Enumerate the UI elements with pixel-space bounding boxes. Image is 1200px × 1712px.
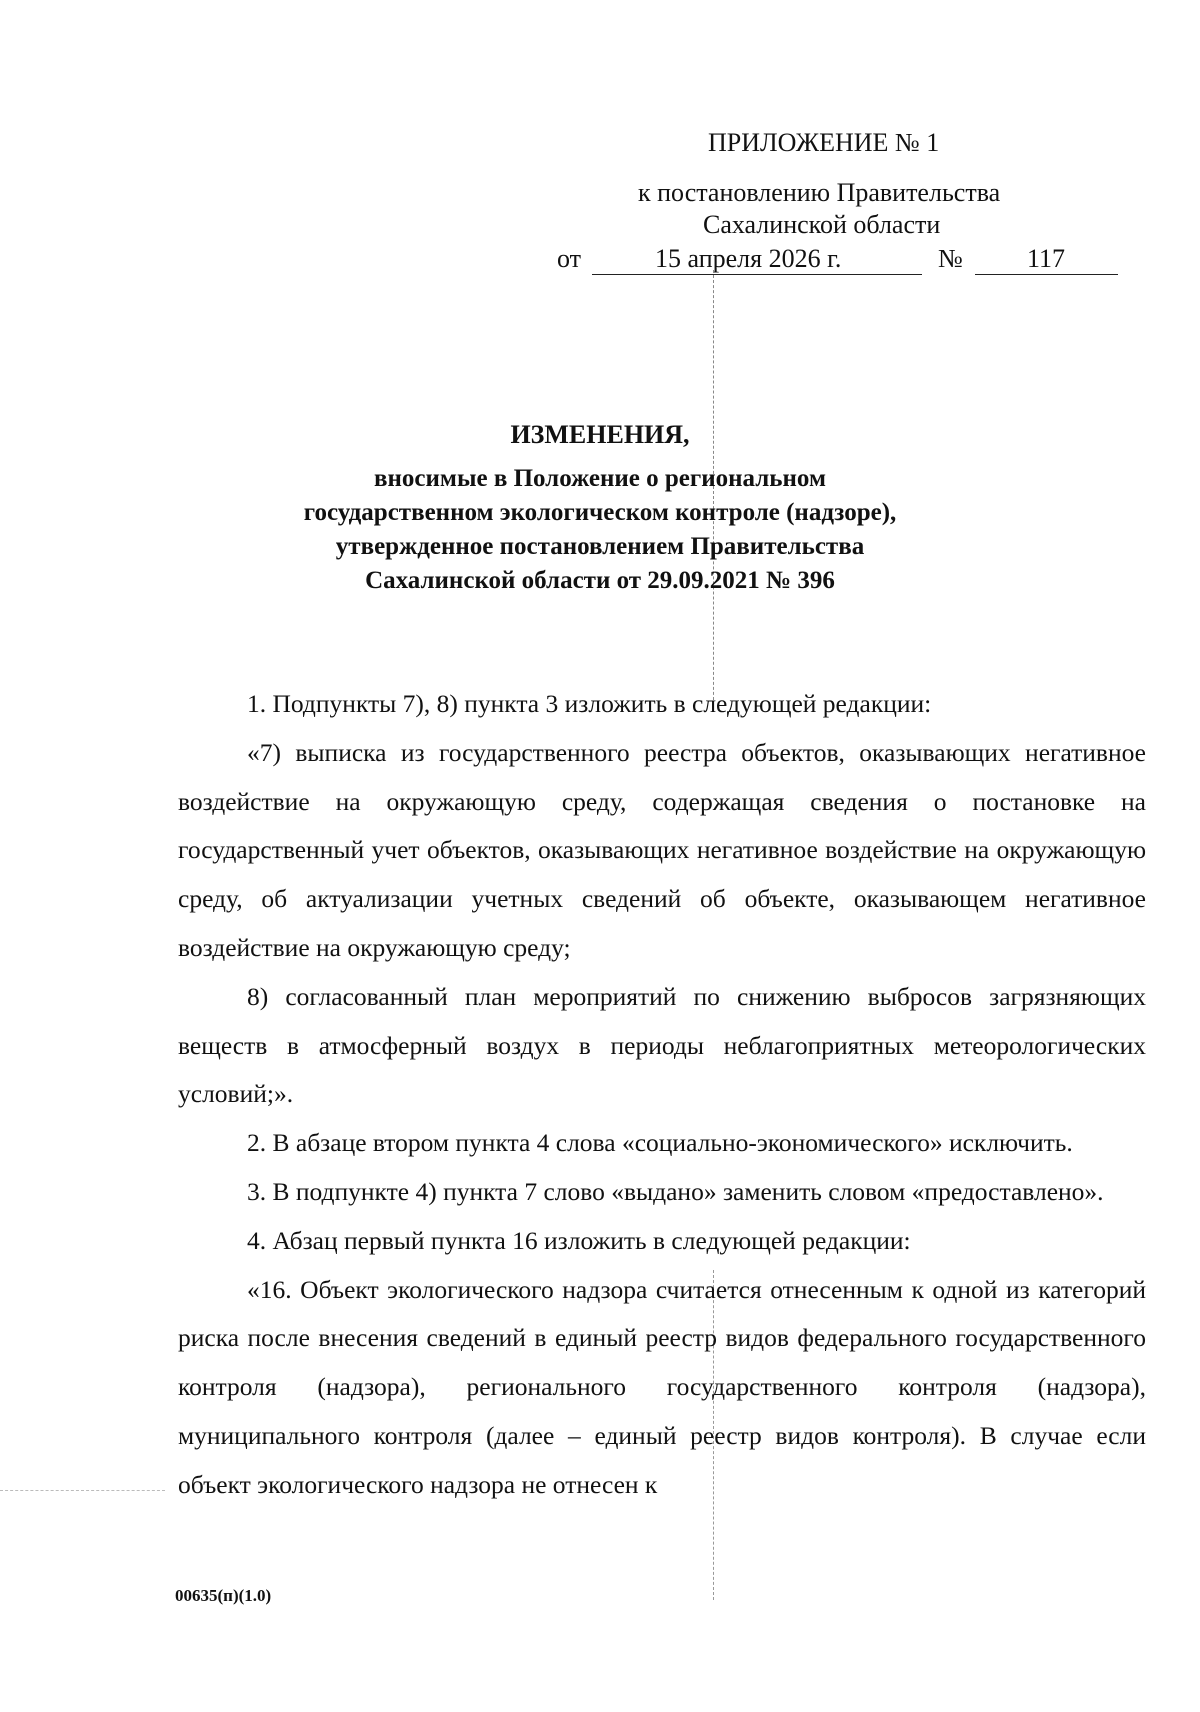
resolution-number: 117 [1027,244,1066,273]
paragraph: 2. В абзаце втором пункта 4 слова «социально-экономического» исключить. [247,1128,1073,1158]
paragraph: «7) выписка из государственного реестра объектов, оказывающих негативное воздействие на окружающую среду, содержащая сведения о постановке на государственный учет объектов, оказывающих негативное воздействие на окружающую среду, об актуализации учетных сведений об объекте, оказывающем негативное воздействие на окружающую среду; [178,737,1146,962]
appendix-heading: ПРИЛОЖЕНИЕ № 1 [708,128,940,157]
subtitle-line: утвержденное постановлением Правительства [335,533,865,560]
document-title: ИЗМЕНЕНИЯ, [510,420,690,449]
paragraph: «16. Объект экологического надзора считается отнесенным к одной из категорий риска после внесения сведений в единый реестр видов федерального государственного контроля (надзора), регионального государственного контроля (надзора), муниципального контроля (далее – единый реестр видов контроля). В случае если объект экологического надзора не отнесен к [178,1274,1146,1499]
paragraph: 8) согласованный план мероприятий по снижению выбросов загрязняющих веществ в атмосферный воздух в периоды неблагоприятных метеорологических условий;». [178,981,1146,1109]
number-underline [975,274,1118,275]
document-subtitle [0,462,1200,598]
subtitle-line: государственном экологическом контроле (надзоре), [303,499,897,526]
subtitle-line: вносимые в Положение о региональном [374,465,826,492]
subtitle-line: Сахалинской области от 29.09.2021 № 396 [365,567,835,594]
resolution-reference: к постановлению Правительства [638,178,1001,207]
paragraph: 3. В подпункте 4) пункта 7 слово «выдано» заменить словом «предоставлено». [247,1176,1104,1206]
date-label: от [557,244,582,273]
scan-artifact-line [0,1490,165,1491]
paragraph: 1. Подпункты 7), 8) пункта 3 изложить в следующей редакции: [247,689,932,718]
region-name: Сахалинской области [703,210,941,239]
paragraph: 4. Абзац первый пункта 16 изложить в следующей редакции: [247,1225,911,1255]
resolution-date: 15 апреля 2026 г. [655,244,842,273]
document-code: 00635(п)(1.0) [175,1586,272,1605]
number-label: № [938,244,963,273]
date-underline [592,274,922,275]
document-body [178,680,1146,1510]
